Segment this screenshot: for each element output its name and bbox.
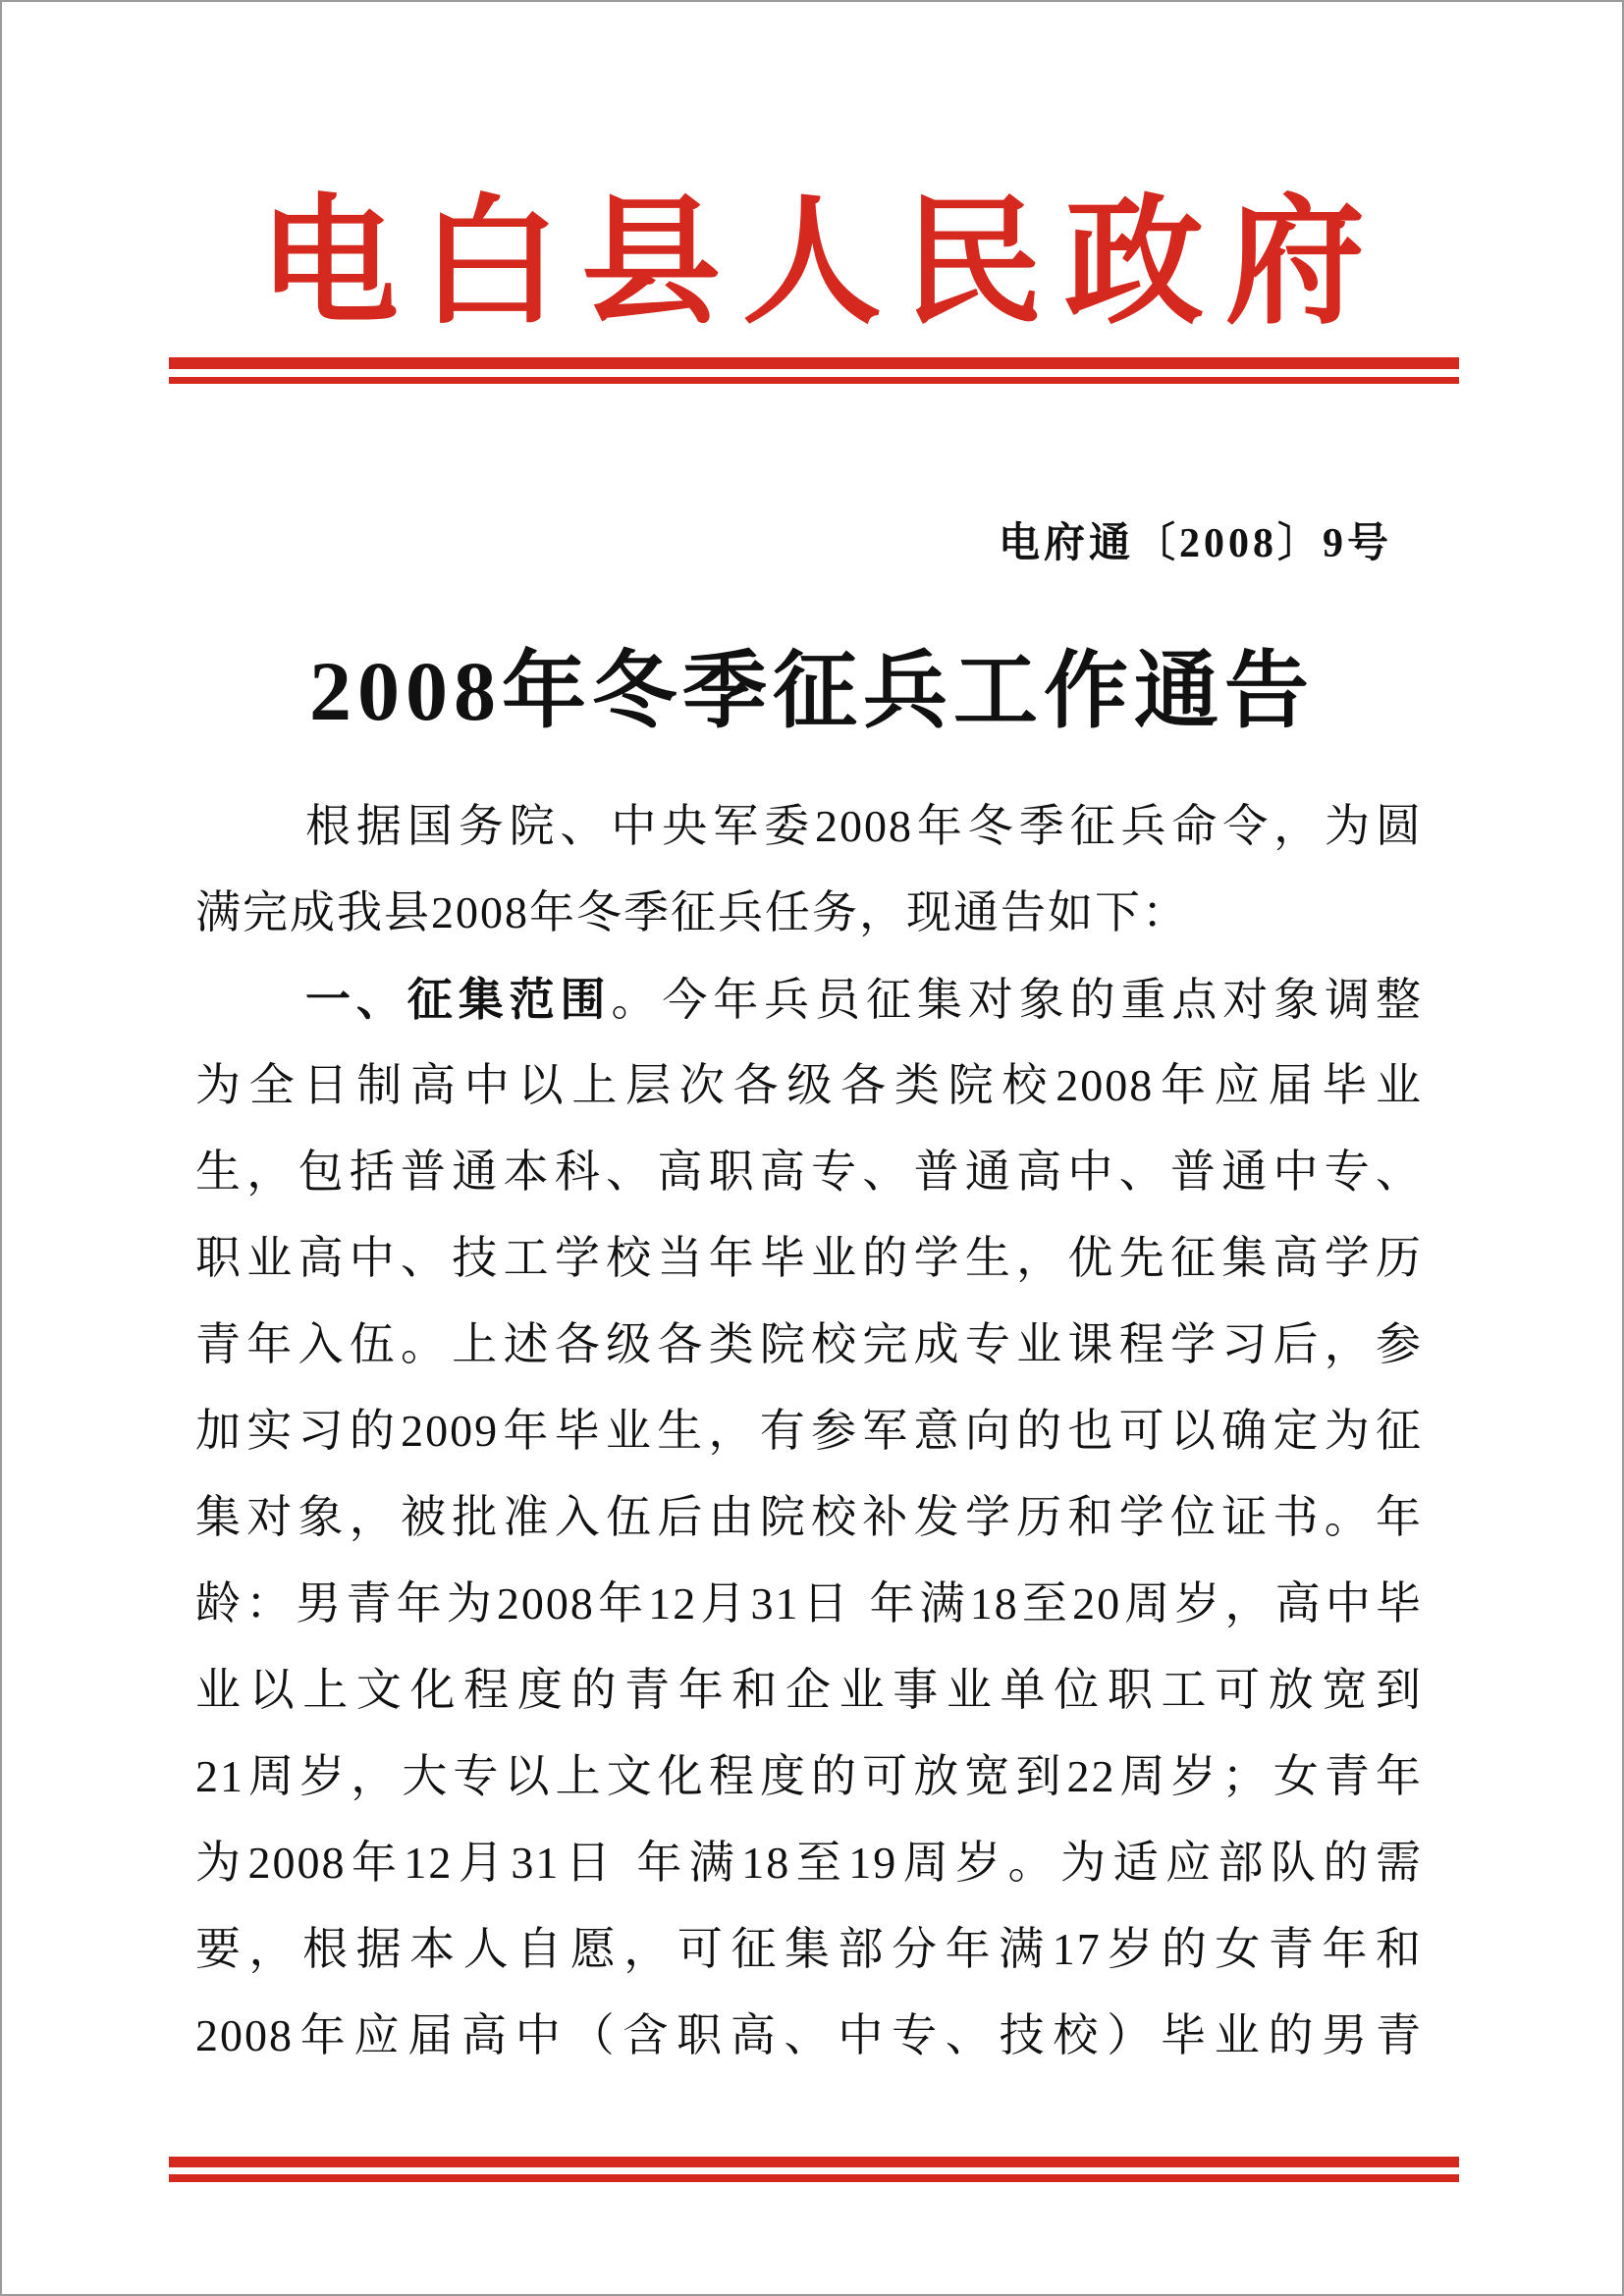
body-line (195, 1647, 1423, 1734)
body-line-text: 加实习的2009年毕业生，有参军意向的也可以确定为征 (195, 1406, 1423, 1456)
rule-thin-line (169, 2174, 1459, 2182)
body-line-text: 要，根据本人自愿，可征集部分年满17岁的女青年和 (195, 1924, 1423, 1974)
body-line (195, 1820, 1423, 1906)
rule-gap (169, 369, 1459, 377)
body-line-text: 职业高中、技工学校当年毕业的学生，优先征集高学历 (195, 1233, 1423, 1283)
body-line-text: 。今年兵员征集对象的重点对象调整 (611, 975, 1423, 1025)
page-title: 2008年冬季征兵工作通告 (309, 644, 1315, 738)
rule-gap (169, 2167, 1459, 2174)
body-line-text: 21周岁，大专以上文化程度的可放宽到22周岁；女青年 (195, 1751, 1423, 1801)
body-line (195, 1302, 1423, 1388)
body-line-text: 业以上文化程度的青年和企业事业单位职工可放宽到 (195, 1665, 1423, 1715)
body-line-text: 满完成我县2008年冬季征兵任务，现通告如下： (195, 887, 1189, 937)
body-line (195, 1906, 1423, 1993)
body-line-text: 集对象，被批准入伍后由院校补发学历和学位证书。年 (195, 1492, 1423, 1542)
government-header-title: 电白县人民政府 (259, 186, 1386, 341)
body-line (195, 1042, 1423, 1129)
body-line (195, 1215, 1423, 1302)
document-number: 电府通〔2008〕9号 (998, 521, 1392, 566)
body-line-text: 青年入伍。上述各级各类院校完成专业课程学习后，参 (195, 1319, 1423, 1369)
rule-thick-line (169, 357, 1459, 369)
body-line-text: 为2008年12月31日 年满18至19周岁。为适应部队的需 (195, 1838, 1423, 1888)
section-heading: 一、征集范围 (305, 974, 612, 1025)
body-line-text: 2008年应届高中（含职高、中专、技校）毕业的男青 (195, 2010, 1423, 2060)
body-line (195, 783, 1423, 870)
body-line (195, 1388, 1423, 1474)
body-line (195, 1561, 1423, 1647)
header-double-rule (169, 357, 1459, 384)
body-line (195, 956, 1423, 1042)
document-body (195, 783, 1423, 2079)
body-line (195, 1734, 1423, 1820)
footer-double-rule (169, 2157, 1459, 2182)
body-line-text: 根据国务院、中央军委2008年冬季征兵命令，为圆 (305, 801, 1423, 851)
body-line (195, 1993, 1423, 2079)
body-line-text: 生，包括普通本科、高职高专、普通高中、普通中专、 (195, 1147, 1423, 1197)
rule-thin-line (169, 377, 1459, 384)
body-line (195, 1129, 1423, 1215)
body-line (195, 870, 1423, 956)
body-line-text: 为全日制高中以上层次各级各类院校2008年应届毕业 (195, 1060, 1423, 1110)
body-line-text: 龄：男青年为2008年12月31日 年满18至20周岁，高中毕 (195, 1578, 1423, 1629)
rule-thick-line (169, 2157, 1459, 2167)
body-line (195, 1474, 1423, 1561)
